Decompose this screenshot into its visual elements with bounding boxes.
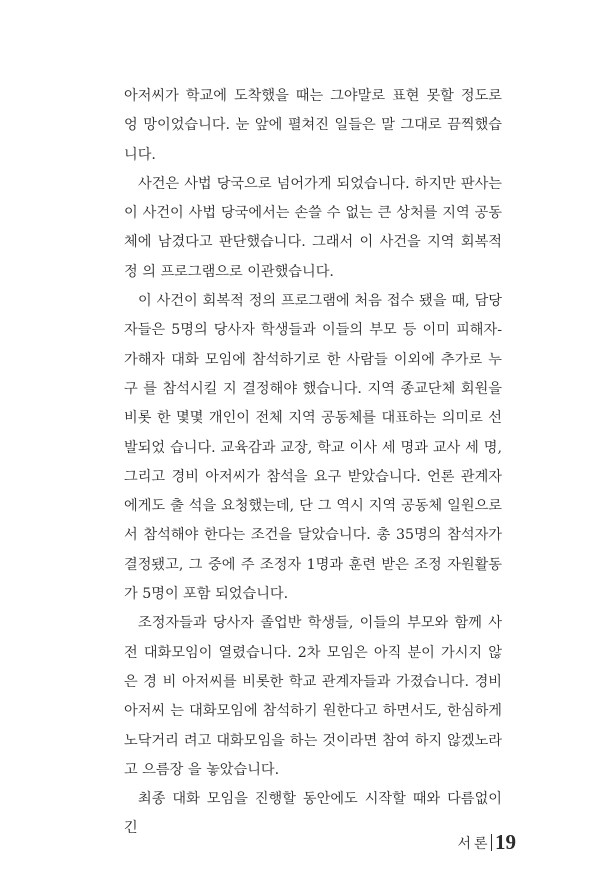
paragraph (124, 785, 502, 844)
text-line: 최종 대화 모임을 진행할 동안에도 시작할 때와 다름없이 긴 (124, 791, 502, 837)
text-line: 비 아저씨를 비롯한 학교 관계자들과 가졌습니다. 경비 아저씨 (124, 673, 502, 720)
text-line: 의 프로그램으로 이관했습니다. (142, 263, 334, 280)
text-line: 대화모임이 열렸습니다. 2차 모임은 아직 분이 가시지 않은 경 (124, 644, 502, 690)
text-line: 습니다. 교육감과 교장, 학교 이사 세 명과 교사 세 명, 그리고 (124, 439, 502, 485)
text-line: 는 대화모임에 참석하기 원한다고 하면서도, 한심하게 노닥거리 (124, 703, 502, 749)
text-line: 한 몇몇 개인이 전체 지역 공동체를 대표하는 의미로 선발되었 (124, 410, 502, 456)
page-number: 19 (495, 830, 516, 854)
text-line: 한다는 조건을 달았습니다. 총 35명의 참석자가 결정됐고, 그 (124, 527, 502, 573)
text-line: 이 사건이 사법 당국에서는 손쓸 수 없는 큰 상처를 지역 공동 (124, 205, 502, 222)
paragraph (124, 170, 502, 287)
text-line: 중에 주 조정자 1명과 훈련 받은 조정 자원활동가 5명이 포함 (124, 556, 503, 603)
paragraph (124, 287, 502, 609)
text-line: 이 사건이 회복적 정의 프로그램에 처음 접수 됐을 때, 담당 (138, 293, 502, 310)
footer-divider (491, 834, 493, 851)
text-line: 체에 남겼다고 판단했습니다. 그래서 이 사건을 지역 회복적 정 (124, 234, 502, 280)
text-line: 망이었습니다. 눈 앞에 펼쳐진 일들은 말 그대로 끔찍했습니다. (124, 117, 502, 163)
text-line: 되었습니다. (215, 586, 289, 603)
text-line: 가해자 대화 모임에 참석하기로 한 사람들 이외에 추가로 누구 (124, 351, 502, 397)
text-line: 경비 아저씨가 참석을 요구 받았습니다. 언론 관계자에게도 출 (124, 468, 502, 515)
page-body (124, 82, 502, 844)
text-line: 를 참석시킬 지 결정해야 했습니다. 지역 종교단체 회원을 비롯 (124, 380, 502, 427)
text-line: 조정자들과 당사자 졸업반 학생들, 이들의 부모와 함께 사전 (124, 615, 502, 661)
text-line: 석을 요청했는데, 단 그 역시 지역 공동체 일원으로서 참석해야 (124, 498, 502, 544)
page-footer (457, 830, 516, 855)
section-title: 서론 (457, 835, 491, 852)
paragraph (124, 82, 502, 170)
text-line: 사건은 사법 당국으로 넘어가게 되었습니다. 하지만 판사는 (138, 175, 502, 192)
text-line: 아저씨가 학교에 도착했을 때는 그야말로 표현 못할 정도로 엉 (124, 88, 502, 134)
text-line: 자들은 5명의 당사자 학생들과 이들의 부모 등 이미 피해자- (124, 322, 502, 339)
text-line: 을 놓았습니다. (187, 761, 280, 778)
text-line: 려고 대화모임을 하는 것이라면 참여 하지 않겠노라고 으름장 (124, 732, 502, 778)
paragraph (124, 609, 502, 785)
